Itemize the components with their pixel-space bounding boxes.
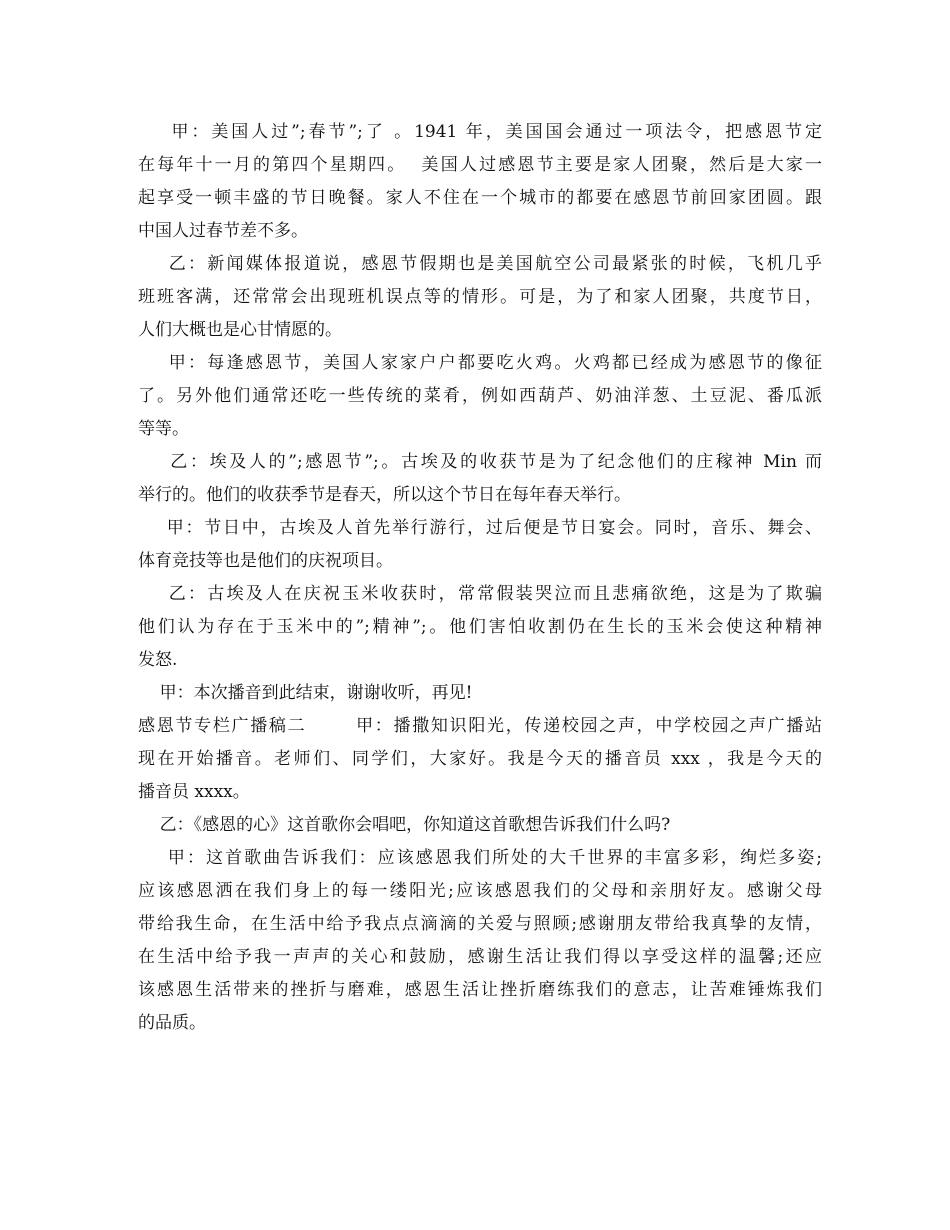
text-line: 体育竞技等也是他们的庆祝项目。 xyxy=(138,551,393,571)
text-line: 人们大概也是心甘情愿的。 xyxy=(138,320,342,340)
text-line: 甲：本次播音到此结束，谢谢收听，再见! xyxy=(138,683,473,703)
text-line: 班班客满，还常常会出现班机误点等的情形。可是，为了和家人团聚，共度节日， xyxy=(138,287,822,307)
text-line: 等等。 xyxy=(138,419,189,439)
text-line: 了。另外他们通常还吃一些传统的菜肴，例如西葫芦、奶油洋葱、土豆泥、番瓜派 xyxy=(138,386,822,406)
text-line: 甲：美国人过”;春节”;了 。1941 年，美国国会通过一项法令，把感恩节定 xyxy=(138,122,822,142)
text-line: 举行的。他们的收获季节是春天，所以这个节日在每年春天举行。 xyxy=(138,485,631,505)
text-line: 在生活中给予我一声声的关心和鼓励，感谢生活让我们得以享受这样的温馨;还应 xyxy=(138,947,822,967)
text-line: 他们认为存在于玉米中的”;精神”;。他们害怕收割仍在生长的玉米会使这种精神 xyxy=(138,617,822,637)
text-line: 乙：古埃及人在庆祝玉米收获时，常常假装哭泣而且悲痛欲绝，这是为了欺骗 xyxy=(138,584,822,604)
text-line: 在每年十一月的第四个星期四。 美国人过感恩节主要是家人团聚，然后是大家一 xyxy=(138,155,822,175)
text-line: 带给我生命，在生活中给予我点点滴滴的关爱与照顾;感谢朋友带给我真挚的友情， xyxy=(138,914,822,934)
document-body xyxy=(138,116,822,1040)
text-line: 播音员 xxxx。 xyxy=(138,782,250,802)
text-line: 发怒. xyxy=(138,650,178,670)
text-line: 甲：每逢感恩节，美国人家家户户都要吃火鸡。火鸡都已经成为感恩节的像征 xyxy=(138,353,822,373)
text-line: 甲：节日中，古埃及人首先举行游行，过后便是节日宴会。同时，音乐、舞会、 xyxy=(138,518,822,538)
text-line: 的品质。 xyxy=(138,1013,206,1033)
text-line: 乙：《感恩的心》这首歌你会唱吧，你知道这首歌想告诉我们什么吗? xyxy=(138,815,671,835)
text-line: 感恩节专栏广播稿二 甲：播撒知识阳光，传递校园之声，中学校园之声广播站 xyxy=(138,716,822,736)
text-line: 中国人过春节差不多。 xyxy=(138,221,308,241)
text-line: 乙：埃及人的”;感恩节”;。古埃及的收获节是为了纪念他们的庄稼神 Min 而 xyxy=(138,452,822,472)
text-line: 应该感恩洒在我们身上的每一缕阳光;应该感恩我们的父母和亲朋好友。感谢父母 xyxy=(138,881,822,901)
text-line: 乙：新闻媒体报道说，感恩节假期也是美国航空公司最紧张的时候，飞机几乎 xyxy=(138,254,822,274)
text-line: 现在开始播音。老师们、同学们，大家好。我是今天的播音员 xxx ，我是今天的 xyxy=(138,749,822,769)
text-line: 甲：这首歌曲告诉我们：应该感恩我们所处的大千世界的丰富多彩，绚烂多姿; xyxy=(138,848,822,868)
text-line: 起享受一顿丰盛的节日晚餐。家人不住在一个城市的都要在感恩节前回家团圆。跟 xyxy=(138,188,822,208)
text-line: 该感恩生活带来的挫折与磨难，感恩生活让挫折磨练我们的意志，让苦难锤炼我们 xyxy=(138,980,822,1000)
